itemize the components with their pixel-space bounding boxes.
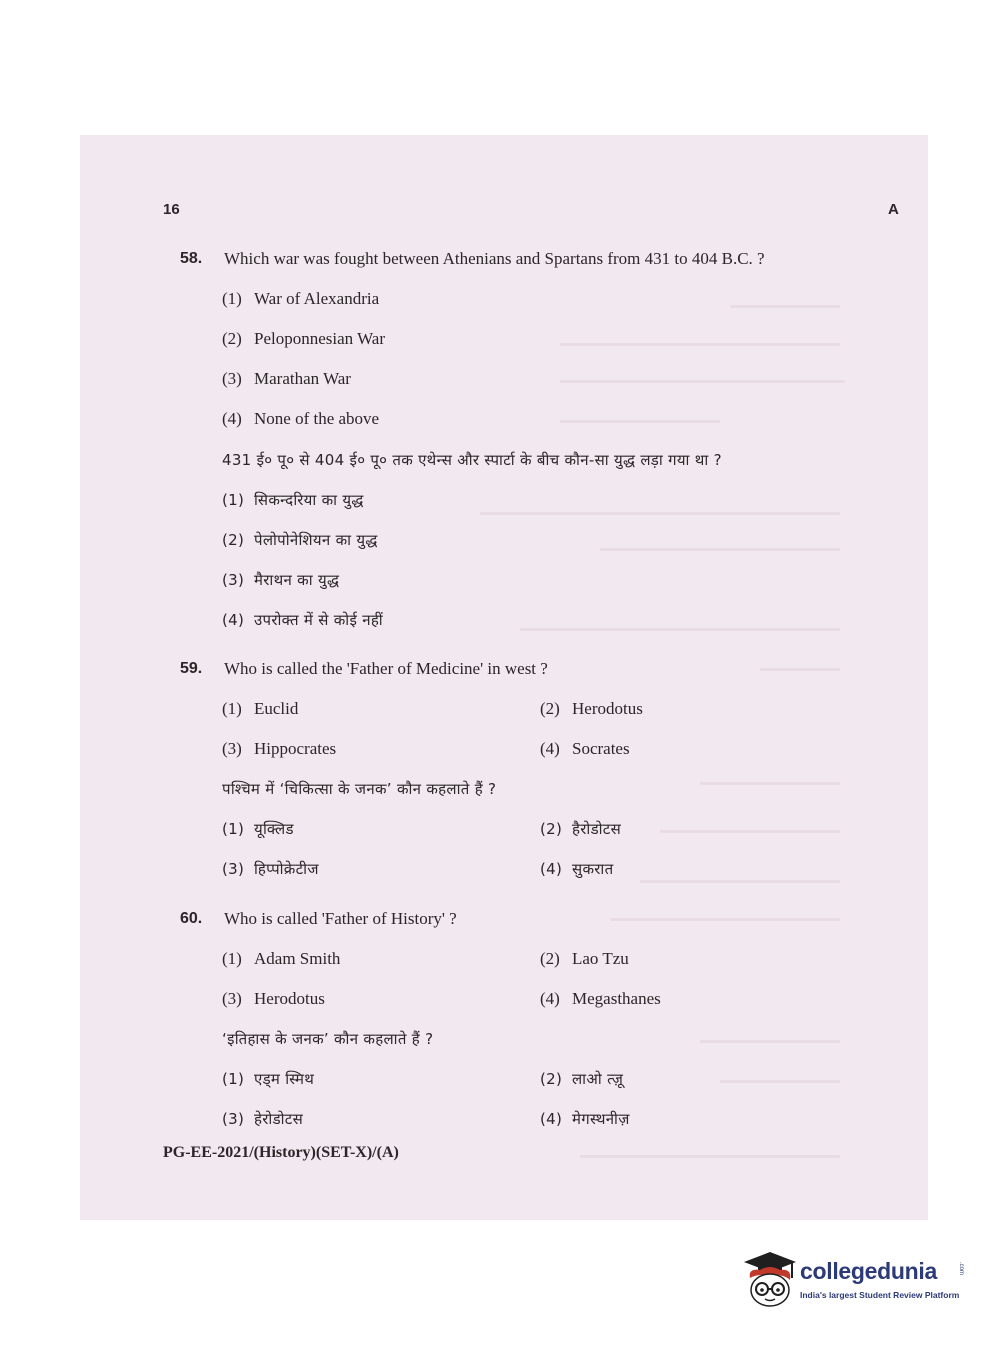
option-hi: (2) पेलोपोनेशियन का युद्ध <box>222 531 378 549</box>
option-hi: (3) मैराथन का युद्ध <box>222 571 340 589</box>
option-en: (4) Megasthanes <box>540 989 661 1008</box>
paper-code-footer: PG-EE-2021/(History)(SET-X)/(A) <box>163 1144 399 1161</box>
logo-com: .com <box>958 1262 964 1276</box>
option-hi: (4) मेगस्थनीज़ <box>540 1110 630 1128</box>
option-en: (4) None of the above <box>222 409 380 428</box>
option-hi: (3) हिप्पोक्रेटीज <box>222 860 319 878</box>
question-number: 59. <box>180 660 203 677</box>
question-text-hi: ‘इतिहास के जनक’ कौन कहलाते हैं ? <box>222 1030 434 1048</box>
option-en: (1) War of Alexandria <box>222 289 380 308</box>
option-hi: (1) एड्म स्मिथ <box>222 1070 315 1088</box>
logo-wordmark: collegedunia <box>800 1258 937 1284</box>
option-hi: (4) उपरोक्त में से कोई नहीं <box>222 611 383 629</box>
option-en: (1) Adam Smith <box>222 949 341 968</box>
mascot-icon <box>740 1248 800 1318</box>
option-en: (3) Hippocrates <box>222 739 337 758</box>
question-text-en: Who is called 'Father of History' ? <box>224 909 457 928</box>
option-hi: (2) हैरोडोटस <box>540 820 622 838</box>
question-text-hi: 431 ई० पू० से 404 ई० पू० तक एथेन्स और स्पार्टा के बीच कौन-सा युद्ध लड़ा गया था ? <box>222 451 722 469</box>
option-en: (4) Socrates <box>540 739 630 758</box>
option-en: (3) Herodotus <box>222 989 325 1008</box>
collegedunia-logo <box>740 1248 970 1318</box>
option-hi: (2) लाओ त्ज़ू <box>540 1070 624 1088</box>
option-en: (1) Euclid <box>222 699 299 718</box>
question-text-en: Which war was fought between Athenians and Spartans from 431 to 404 B.C. ? <box>224 249 765 268</box>
question-text-en: Who is called the 'Father of Medicine' in west ? <box>224 659 548 678</box>
option-en: (2) Herodotus <box>540 699 643 718</box>
page-number: 16 <box>163 201 180 218</box>
question-number: 60. <box>180 910 203 927</box>
option-en: (3) Marathan War <box>222 369 351 388</box>
question-text-hi: पश्चिम में ‘चिकित्सा के जनक’ कौन कहलाते हैं ? <box>222 780 497 798</box>
question-number: 58. <box>180 250 203 267</box>
option-en: (2) Peloponnesian War <box>222 329 385 348</box>
set-letter: A <box>888 201 899 218</box>
logo-tagline: India's largest Student Review Platform <box>800 1290 960 1300</box>
option-hi: (3) हेरोडोटस <box>222 1110 304 1128</box>
option-en: (2) Lao Tzu <box>540 949 629 968</box>
option-hi: (1) यूक्लिड <box>222 820 294 838</box>
option-hi: (1) सिकन्दरिया का युद्ध <box>222 491 364 509</box>
option-hi: (4) सुकरात <box>540 860 614 878</box>
